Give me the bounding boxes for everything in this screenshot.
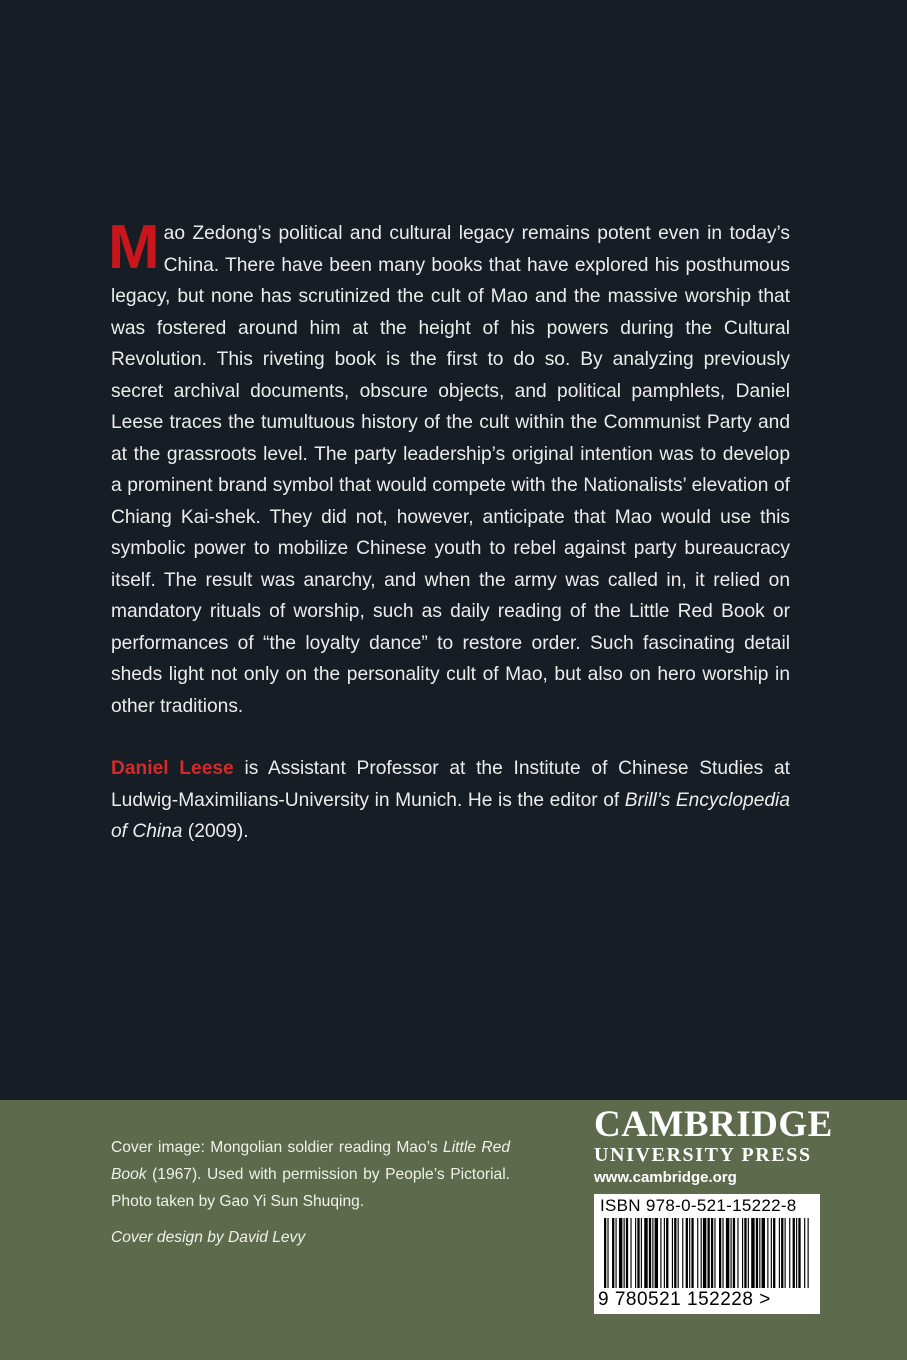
drop-cap-letter: M: [108, 213, 160, 282]
cover-credit-suffix: (1967). Used with permission by People’s Pictorial. Photo taken by Gao Yi Sun Shuqing.: [111, 1166, 510, 1210]
author-bio: [111, 753, 790, 848]
barcode-bars-icon: [604, 1218, 810, 1290]
cover-design-credit: Cover design by David Levy: [111, 1229, 306, 1246]
bio-text-1: is Assistant Professor at the Institute of Chinese Studies at Ludwig-Maximilians-University in Munich. He is the editor of: [111, 758, 790, 811]
publisher-logo: [594, 1104, 833, 1190]
description-text: ao Zedong’s political and cultural legacy remains potent even in today’s China. There have been many books that have explored his posthumous legacy, but none has scrutinized the cult of Mao and the massive worship that was fostered around him at the height of his powers during the Cultural Revolution. This riveting book is the first to do so. By analyzing previously secret archival documents, obscure objects, and political pamphlets, Daniel Leese traces the tumultuous history of the cult within the Communist Party and at the grassroots level. The party leadership’s original intention was to develop a prominent brand symbol that would compete with the Nationalists’ elevation of Chiang Kai-shek. They did not, however, anticipate that Mao would use this symbolic power to mobilize Chinese youth to rebel against party bureaucracy itself. The result was anarchy, and when the army was called in, it relied on mandatory rituals of worship, such as daily reading of the Little Red Book or performances of “the loyalty dance” to restore order. Such fascinating detail sheds light not only on the personality cult of Mao, but also on hero worship in other traditions.: [111, 223, 790, 717]
cover-credits: [111, 1134, 510, 1251]
author-name: Daniel Leese: [111, 758, 234, 779]
publisher-name: CAMBRIDGE: [594, 1104, 833, 1145]
cover-image-credit: [111, 1134, 510, 1215]
publisher-url: www.cambridge.org: [594, 1169, 737, 1186]
cover-credit-title: Little Red Book: [111, 1139, 510, 1183]
barcode-digits: 9 780521 152228 >: [598, 1289, 771, 1310]
publisher-subtitle: UNIVERSITY PRESS: [594, 1144, 812, 1166]
description-paragraph: [108, 213, 790, 722]
isbn-text: ISBN 978-0-521-15222-8: [600, 1196, 797, 1215]
bio-text-2: (2009).: [182, 821, 249, 842]
cover-credit-prefix: Cover image: Mongolian soldier reading Mao’s: [111, 1139, 444, 1156]
isbn-barcode: [594, 1194, 820, 1314]
bio-work-title: Brill’s Encyclopedia of China: [111, 789, 790, 842]
